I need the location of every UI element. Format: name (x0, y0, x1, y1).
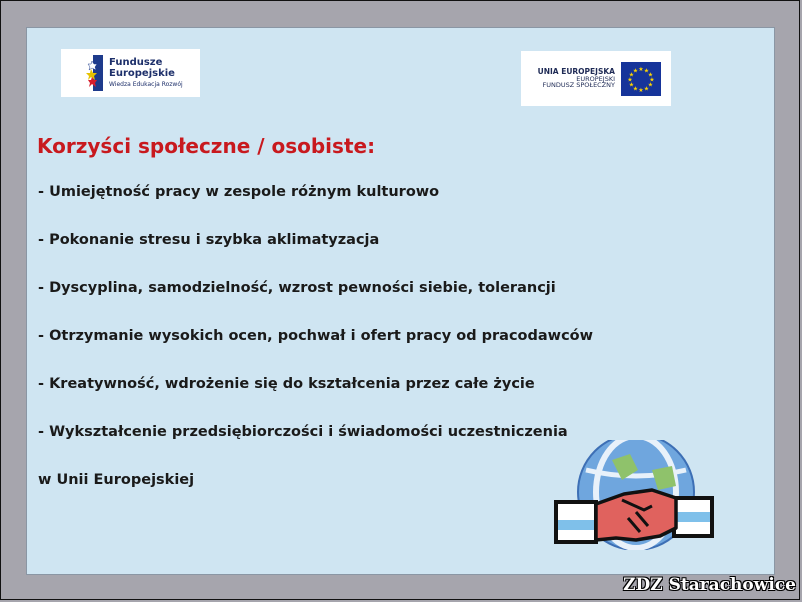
list-item: - Pokonanie stresu i szybka aklimatyzacja (38, 232, 380, 248)
globe-handshake-icon (552, 440, 717, 550)
ue-logo-line3: FUNDUSZ SPOŁECZNY (542, 81, 615, 90)
list-item: - Wykształcenie przedsiębiorczości i świadomości uczestniczenia (38, 424, 568, 440)
svg-text:★: ★ (643, 85, 650, 92)
svg-text:★: ★ (628, 71, 635, 78)
svg-text:★: ★ (647, 81, 654, 88)
svg-text:★: ★ (628, 81, 635, 88)
svg-text:★: ★ (638, 65, 644, 73)
unia-europejska-logo (521, 51, 671, 106)
svg-text:★: ★ (632, 85, 639, 92)
fe-logo-line2: Europejskie (109, 68, 175, 79)
list-item: w Unii Europejskiej (38, 472, 195, 488)
list-item: - Otrzymanie wysokich ocen, pochwał i ofert pracy od pracodawców (38, 328, 594, 344)
fe-logo-line1: Fundusze (109, 57, 163, 68)
svg-text:★: ★ (627, 76, 633, 83)
list-item: - Kreatywność, wdrożenie się do kształcenia przez całe życie (38, 376, 535, 392)
svg-text:★: ★ (643, 67, 650, 74)
fundusze-europejskie-logo (61, 49, 200, 97)
list-item: - Dyscyplina, samodzielność, wzrost pewności siebie, tolerancji (38, 280, 556, 296)
eu-flag-icon (621, 62, 661, 96)
svg-text:★: ★ (647, 71, 654, 78)
ue-logo-line2: EUROPEJSKI (576, 74, 615, 83)
ue-logo-line1: UNIA EUROPEJSKA (537, 66, 615, 76)
fe-logo-line3: Wiedza Edukacja Rozwój (109, 81, 183, 88)
fundusze-europejskie-icon (85, 55, 103, 91)
watermark: ZDZ Starachowice (623, 575, 796, 595)
list-item: - Umiejętność pracy w zespole różnym kulturowo (38, 184, 440, 200)
svg-text:★: ★ (638, 86, 644, 94)
slide-title: Korzyści społeczne / osobiste: (37, 134, 376, 158)
svg-text:★: ★ (632, 67, 639, 74)
svg-text:★: ★ (649, 76, 655, 83)
